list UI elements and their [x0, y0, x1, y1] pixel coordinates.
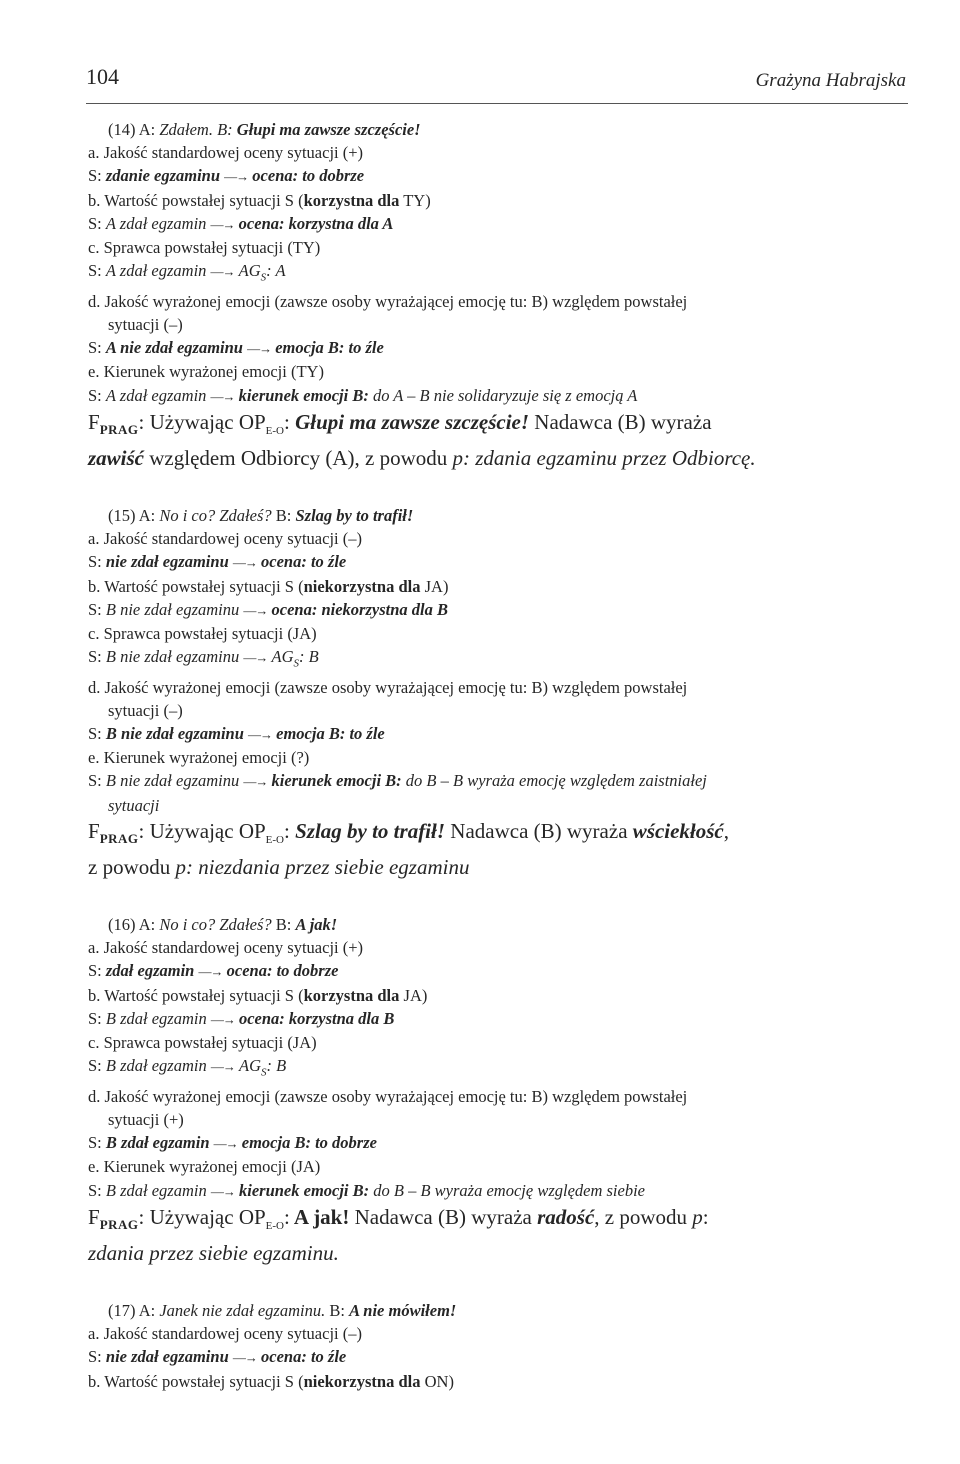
item-c-schema: S: B zdał egzamin —→ $AG_S$: B: [88, 1056, 287, 1079]
fprag-line: $F_{PRAG}$: Używając $OP_{E-O}$: Głupi ma zawsze szczęście! Nadawca (B) wyraża: [88, 409, 712, 437]
item-d: d. Jakość wyrażonej emocji (zawsze osoby wyrażającej emocję tu: B) względem powstałej: [88, 677, 688, 697]
example-14: [88, 118, 906, 472]
item-e: e. Kierunek wyrażonej emocji (JA): [88, 1157, 321, 1177]
item-d-schema: S: B nie zdał egzaminu —→ emocja B: to źle: [88, 724, 385, 744]
example-16: [88, 913, 906, 1267]
item-a: a. Jakość standardowej oceny sytuacji (–): [88, 529, 362, 549]
item-d-schema: S: B zdał egzamin —→ emocja B: to dobrze: [88, 1133, 377, 1153]
header-rule: [86, 103, 908, 104]
item-b: b. Wartość powstałej sytuacji S (niekorzystna dla ON): [88, 1371, 454, 1391]
spacer: [88, 881, 906, 913]
item-b-schema: S: A zdał egzamin —→ ocena: korzystna dla A: [88, 213, 394, 233]
item-a-schema: S: zdanie egzaminu —→ ocena: to dobrze: [88, 166, 365, 186]
example-heading: (15) A: No i co? Zdałeś? B: Szlag by to trafił!: [108, 505, 414, 525]
item-e-cont: sytuacji: [108, 795, 160, 815]
item-a: a. Jakość standardowej oceny sytuacji (+): [88, 143, 364, 163]
item-c-schema: S: A zdał egzamin —→ $AG_S$: A: [88, 261, 286, 284]
item-c: c. Sprawca powstałej sytuacji (JA): [88, 623, 317, 643]
fprag-cont: z powodu p: niezdania przez siebie egzaminu: [88, 855, 470, 880]
item-e-schema: S: B zdał egzamin —→ kierunek emocji B: do B – B wyraża emocję względem siebie: [88, 1180, 645, 1200]
example-17: [88, 1299, 906, 1393]
spacer: [88, 472, 906, 504]
item-d: d. Jakość wyrażonej emocji (zawsze osoby wyrażającej emocję tu: B) względem powstałej: [88, 1086, 688, 1106]
item-b: b. Wartość powstałej sytuacji S (niekorzystna dla JA): [88, 576, 449, 596]
item-e-schema: S: A zdał egzamin —→ kierunek emocji B: do A – B nie solidaryzuje się z emocją A: [88, 385, 638, 405]
item-e: e. Kierunek wyrażonej emocji (?): [88, 748, 310, 768]
item-e-schema: S: B nie zdał egzaminu —→ kierunek emocji B: do B – B wyraża emocję względem zaistniałej: [88, 771, 707, 791]
item-d: d. Jakość wyrażonej emocji (zawsze osoby wyrażającej emocję tu: B) względem powstałej: [88, 291, 688, 311]
item-b: b. Wartość powstałej sytuacji S (korzystna dla TY): [88, 190, 431, 210]
item-d-cont: sytuacji (–): [108, 700, 183, 720]
fprag-line: $F_{PRAG}$: Używając $OP_{E-O}$: Szlag by to trafił! Nadawca (B) wyraża wściekłość,: [88, 818, 729, 847]
item-c: c. Sprawca powstałej sytuacji (TY): [88, 238, 321, 258]
item-a-schema: S: nie zdał egzaminu —→ ocena: to źle: [88, 552, 347, 572]
item-c: c. Sprawca powstałej sytuacji (JA): [88, 1033, 317, 1053]
example-heading: (17) A: Janek nie zdał egzaminu. B: A nie mówiłem!: [108, 1300, 457, 1320]
item-d-cont: sytuacji (–): [108, 314, 183, 334]
fprag-line: $F_{PRAG}$: Używając $OP_{E-O}$: A jak! Nadawca (B) wyraża radość, z powodu p:: [88, 1204, 709, 1232]
fprag-cont: zdania przez siebie egzaminu.: [88, 1240, 339, 1265]
example-heading: (14) A: Zdałem. B: Głupi ma zawsze szczęście!: [108, 120, 421, 139]
item-a-schema: S: zdał egzamin —→ ocena: to dobrze: [88, 961, 339, 981]
item-b: b. Wartość powstałej sytuacji S (korzystna dla JA): [88, 985, 428, 1005]
item-b-schema: S: B nie zdał egzaminu —→ ocena: niekorzystna dla B: [88, 599, 448, 619]
item-d-cont: sytuacji (+): [108, 1109, 184, 1129]
page-header: [86, 64, 906, 102]
item-c-schema: S: B nie zdał egzaminu —→ $AG_S$: B: [88, 647, 319, 670]
example-heading: (16) A: No i co? Zdałeś? B: A jak!: [108, 915, 338, 935]
item-b-schema: S: B zdał egzamin —→ ocena: korzystna dla B: [88, 1008, 395, 1028]
item-d-schema: S: A nie zdał egzaminu —→ emocja B: to źle: [88, 338, 384, 358]
page-number: 104: [86, 64, 119, 89]
page-body: [88, 118, 906, 1393]
running-head-author: Grażyna Habrajska: [755, 70, 906, 91]
item-a-schema: S: nie zdał egzaminu —→ ocena: to źle: [88, 1347, 347, 1367]
item-a: a. Jakość standardowej oceny sytuacji (+): [88, 938, 364, 958]
item-a: a. Jakość standardowej oceny sytuacji (–): [88, 1324, 362, 1344]
spacer: [88, 1267, 906, 1299]
example-15: [88, 504, 906, 881]
fprag-cont: zawiść względem Odbiorcy (A), z powodu p: zdania egzaminu przez Odbiorcę.: [88, 445, 756, 470]
item-e: e. Kierunek wyrażonej emocji (TY): [88, 362, 324, 382]
